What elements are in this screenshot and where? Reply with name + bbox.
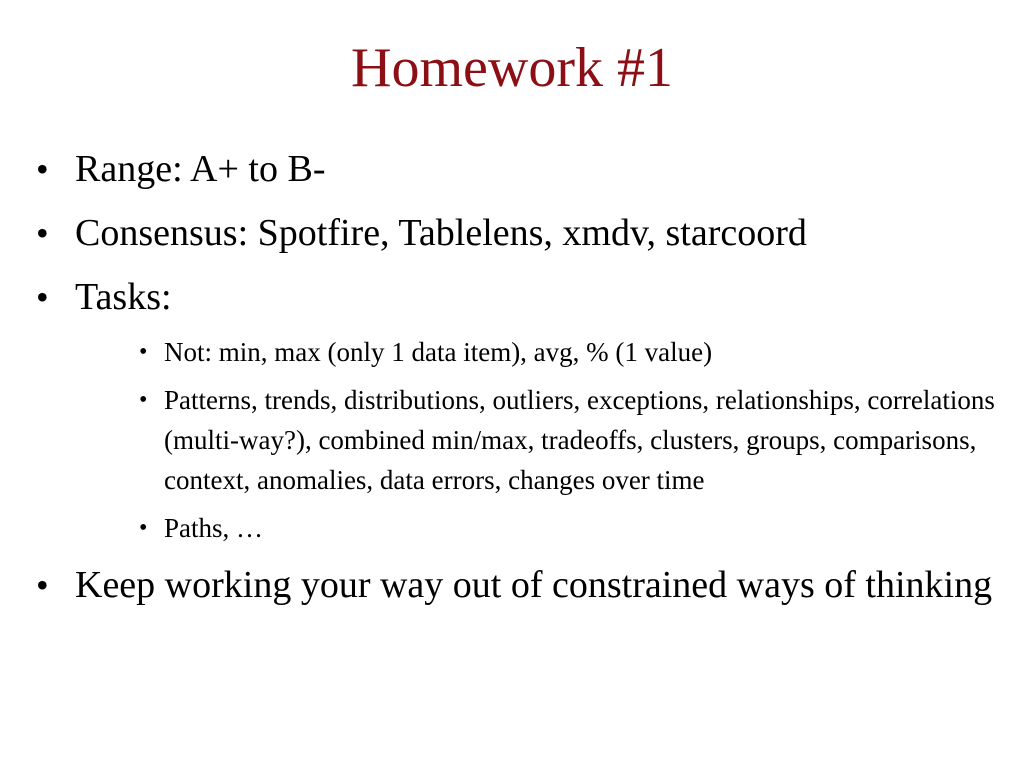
bullet-item-tasks — [36, 274, 1016, 320]
sub-bullet-item-patterns — [139, 380, 1004, 500]
bullet-icon: • — [36, 565, 49, 605]
sub-bullet-icon: • — [139, 339, 148, 365]
bullet-item-consensus — [36, 210, 1016, 256]
slide-title: Homework #1 — [351, 37, 673, 99]
bullet-text: Keep working your way out of constrained ways of thinking — [75, 564, 993, 606]
sub-bullet-icon: • — [139, 515, 148, 541]
bullet-text: Tasks: — [75, 276, 172, 318]
bullet-icon: • — [36, 149, 49, 189]
bullet-item-keep-working — [36, 562, 1020, 608]
sub-bullet-list — [139, 332, 1016, 548]
sub-bullet-text: Paths, … — [164, 513, 264, 543]
sub-bullet-icon: • — [139, 387, 148, 413]
bullet-icon: • — [36, 213, 49, 253]
sub-bullet-item-not — [139, 332, 1004, 372]
bullet-text: Range: A+ to B- — [75, 148, 326, 190]
sub-bullet-text: Not: min, max (only 1 data item), avg, % (1 value) — [164, 337, 713, 367]
sub-bullet-item-paths — [139, 508, 1004, 548]
bullet-item-range — [36, 146, 1016, 192]
sub-bullet-text: Patterns, trends, distributions, outliers, exceptions, relationships, correlations (multi-way?), combined min/max, tradeoffs, clusters, groups, comparisons, context, anomalies, data errors, changes over time — [164, 385, 995, 495]
bullet-list — [36, 146, 1016, 626]
bullet-text: Consensus: Spotfire, Tablelens, xmdv, starcoord — [75, 212, 807, 254]
bullet-icon: • — [36, 277, 49, 317]
